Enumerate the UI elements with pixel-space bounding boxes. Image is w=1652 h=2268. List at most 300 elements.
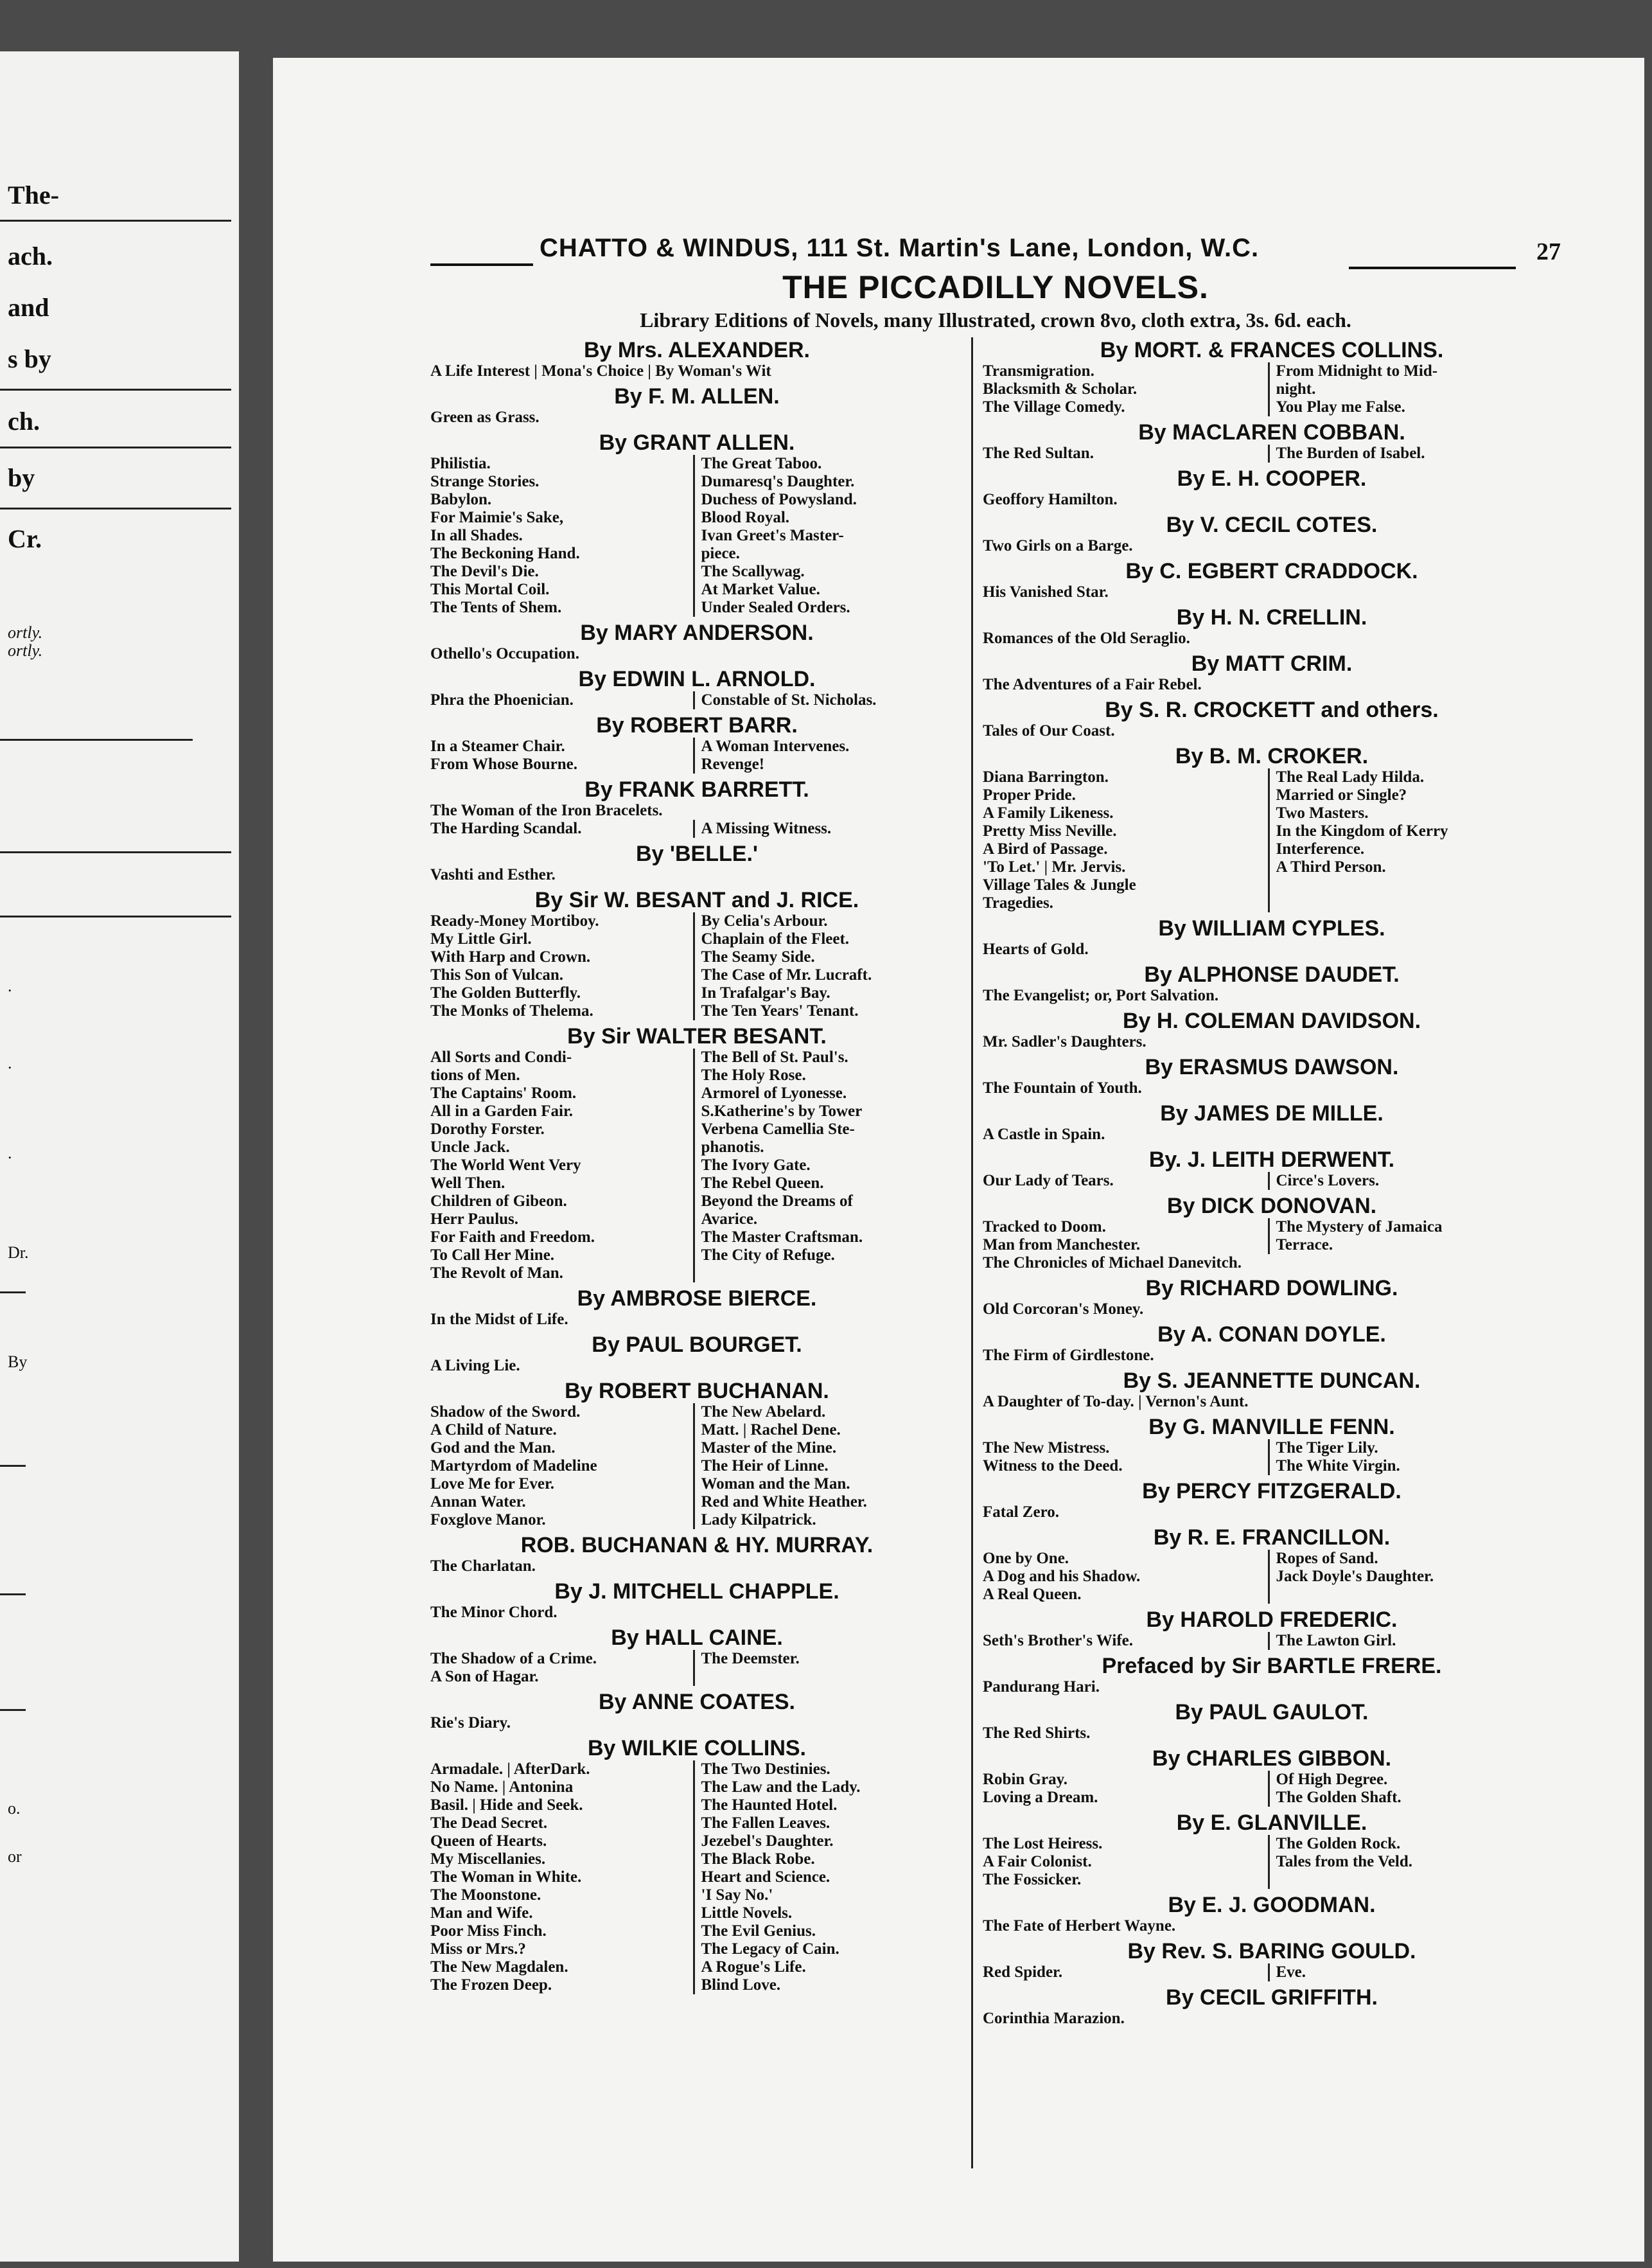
title-list (430, 362, 963, 380)
author-entry (983, 1479, 1561, 1521)
title-line: In the Midst of Life. (430, 1311, 568, 1328)
title-line: tions of Men. (430, 1067, 520, 1084)
title-list (983, 768, 1561, 912)
author-heading: By MACLAREN COBBAN. (1138, 420, 1405, 445)
divider (0, 1709, 26, 1711)
title-line: The Great Taboo. (701, 455, 822, 472)
author-heading: By CHARLES GIBBON. (1152, 1746, 1392, 1771)
title-sublist (983, 1771, 1268, 1807)
author-entry (430, 842, 963, 884)
title-line: A Bird of Passage. (983, 840, 1108, 858)
title-line: The Adventures of a Fair Rebel. (983, 676, 1202, 693)
title-line: All Sorts and Condi- (430, 1049, 572, 1066)
title-line: Martyrdom of Madeline (430, 1457, 597, 1475)
title-line: Constable of St. Nicholas. (701, 691, 877, 709)
divider (0, 508, 231, 509)
right-column (983, 334, 1561, 2028)
author-entry (430, 1379, 963, 1529)
title-line: Man and Wife. (430, 1904, 533, 1922)
title-line: Duchess of Powysland. (701, 491, 857, 508)
author-entry (983, 338, 1561, 416)
author-entry (983, 1055, 1561, 1097)
title-line: You Play me False. (1276, 398, 1405, 416)
title-line: The Harding Scandal. (430, 820, 582, 837)
title-line: Red and White Heather. (701, 1493, 867, 1511)
title-line: Heart and Science. (701, 1868, 830, 1886)
title-line: The Woman in White. (430, 1868, 582, 1886)
title-sublist (693, 912, 964, 1020)
author-heading: By ROBERT BARR. (596, 713, 798, 738)
title-line: Village Tales & Jungle (983, 876, 1136, 894)
title-line: The White Virgin. (1276, 1457, 1400, 1475)
title-line: With Harp and Crown. (430, 948, 591, 966)
title-line: Well Then. (430, 1174, 505, 1192)
title-line: By Celia's Arbour. (701, 912, 828, 930)
divider (0, 1465, 26, 1467)
title-line: No Name. | Antonina (430, 1778, 574, 1796)
title-line: A Fair Colonist. (983, 1853, 1092, 1870)
author-entry (983, 651, 1561, 694)
title-list (983, 1771, 1561, 1807)
title-line: The Beckoning Hand. (430, 545, 580, 562)
title-line: Tales from the Veld. (1276, 1853, 1413, 1870)
title-line: 'I Say No.' (701, 1886, 773, 1904)
title-line: The Chronicles of Michael Danevitch. (983, 1254, 1242, 1271)
title-line: The Golden Butterfly. (430, 984, 581, 1002)
title-line: My Little Girl. (430, 930, 532, 948)
author-entry (983, 513, 1561, 555)
title-line: Diana Barrington. (983, 768, 1109, 786)
author-entry (983, 698, 1561, 740)
title-line: The New Mistress. (983, 1439, 1110, 1457)
title-line: The Real Lady Hilda. (1276, 768, 1425, 786)
author-entry (430, 1626, 963, 1686)
title-line: Two Masters. (1276, 804, 1369, 822)
author-entry (983, 1101, 1561, 1144)
title-line: Revenge! (701, 756, 765, 773)
title-line: The Heir of Linne. (701, 1457, 829, 1475)
divider (0, 1291, 26, 1293)
title-line: The Revolt of Man. (430, 1264, 563, 1282)
author-entry (430, 1333, 963, 1375)
author-heading: By B. M. CROKER. (1175, 744, 1369, 768)
title-line: Tragedies. (983, 894, 1053, 912)
author-entry (983, 605, 1561, 648)
author-heading: By GRANT ALLEN. (599, 430, 795, 455)
author-entry (983, 962, 1561, 1005)
title-line: The Law and the Lady. (701, 1778, 861, 1796)
author-heading: By MATT CRIM. (1191, 651, 1353, 676)
title-line: Beyond the Dreams of (701, 1192, 853, 1210)
title-line: Herr Paulus. (430, 1210, 519, 1228)
facing-page-text: or (8, 1847, 22, 1866)
title-line: Married or Single? (1276, 786, 1407, 804)
divider (0, 739, 193, 741)
author-entry (983, 916, 1561, 959)
title-sublist (430, 1049, 693, 1282)
facing-page-text: Cr. (8, 524, 42, 553)
author-entry (983, 1700, 1561, 1742)
title-sublist (1268, 1439, 1561, 1475)
title-line: The Scallywag. (701, 563, 805, 580)
title-line: Master of the Mine. (701, 1439, 837, 1457)
title-line: Seth's Brother's Wife. (983, 1632, 1134, 1649)
title-line: A Son of Hagar. (430, 1668, 539, 1685)
title-line: For Maimie's Sake, (430, 509, 564, 526)
author-entry (983, 1009, 1561, 1051)
title-line: The Tents of Shem. (430, 599, 562, 616)
title-sublist (430, 1760, 693, 1994)
title-sublist (983, 445, 1268, 463)
author-entry (983, 1811, 1561, 1889)
title-sublist (1268, 768, 1561, 912)
author-heading: By EDWIN L. ARNOLD. (578, 667, 816, 691)
title-line: The Rebel Queen. (701, 1174, 824, 1192)
title-list (430, 1049, 963, 1282)
title-line: Ropes of Sand. (1276, 1550, 1378, 1567)
title-line: A Child of Nature. (430, 1421, 557, 1439)
title-line: The Monks of Thelema. (430, 1002, 593, 1020)
title-line: Annan Water. (430, 1493, 526, 1511)
title-line: Man from Manchester. (983, 1236, 1141, 1254)
title-list (983, 1963, 1561, 1981)
author-heading: By Sir WALTER BESANT. (567, 1024, 827, 1049)
title-line: night. (1276, 380, 1316, 398)
title-list (430, 1760, 963, 1994)
author-entry (983, 1369, 1561, 1411)
title-line: The Two Destinies. (701, 1760, 830, 1778)
title-sublist (983, 1218, 1268, 1254)
title-sublist (983, 1963, 1268, 1981)
title-line: The City of Refuge. (701, 1246, 835, 1264)
title-sublist (693, 1403, 964, 1529)
author-heading: By S. R. CROCKETT and others. (1105, 698, 1439, 722)
title-line: This Mortal Coil. (430, 581, 550, 598)
author-heading: By RICHARD DOWLING. (1145, 1276, 1398, 1300)
author-heading: By AMBROSE BIERCE. (577, 1286, 817, 1311)
title-line: The Fossicker. (983, 1871, 1082, 1888)
title-line: A Third Person. (1276, 858, 1386, 876)
author-entry (430, 888, 963, 1020)
title-list (430, 912, 963, 1020)
facing-page-text: o. (8, 1799, 21, 1818)
title-line: Proper Pride. (983, 786, 1076, 804)
title-list (983, 445, 1561, 463)
author-entry (983, 1893, 1561, 1935)
page-title: THE PICCADILLY NOVELS. (782, 269, 1209, 305)
title-line: A Living Lie. (430, 1357, 520, 1374)
title-line: Our Lady of Tears. (983, 1172, 1114, 1189)
title-line: Miss or Mrs.? (430, 1940, 526, 1958)
title-sublist (693, 820, 964, 838)
title-sublist (1268, 445, 1561, 463)
author-heading: By ROBERT BUCHANAN. (565, 1379, 829, 1403)
author-heading: By Mrs. ALEXANDER. (583, 338, 811, 362)
title-line: In Trafalgar's Bay. (701, 984, 830, 1002)
author-entry (430, 430, 963, 617)
header-rule (430, 263, 533, 266)
author-heading: By ANNE COATES. (598, 1690, 796, 1714)
page-content (430, 231, 1561, 2172)
column-divider (971, 337, 973, 2168)
author-entry (983, 559, 1561, 601)
title-line: Love Me for Ever. (430, 1475, 555, 1493)
page-number: 27 (1536, 238, 1561, 265)
title-line: Chaplain of the Fleet. (701, 930, 850, 948)
title-sublist (430, 738, 693, 774)
divider (0, 916, 231, 917)
title-line: The Frozen Deep. (430, 1976, 552, 1994)
author-entry (430, 621, 963, 663)
title-line: Corinthia Marazion. (983, 2010, 1125, 2027)
title-sublist (983, 362, 1268, 416)
title-sublist (430, 362, 963, 380)
title-line: A Rogue's Life. (701, 1958, 806, 1976)
author-heading: By MARY ANDERSON. (580, 621, 814, 645)
author-heading: By HAROLD FREDERIC. (1146, 1608, 1398, 1632)
title-list (983, 1550, 1561, 1604)
title-line: Shadow of the Sword. (430, 1403, 581, 1421)
title-line: A Castle in Spain. (983, 1126, 1105, 1143)
title-line: A Life Interest | Mona's Choice | By Woman's Wit (430, 362, 771, 380)
title-line: The Haunted Hotel. (701, 1796, 838, 1814)
title-sublist (1268, 1550, 1561, 1604)
title-list (983, 362, 1561, 416)
title-line: The Village Comedy. (983, 398, 1125, 416)
title-line: Transmigration. (983, 362, 1094, 380)
title-line: The Charlatan. (430, 1557, 536, 1575)
author-heading: By HALL CAINE. (611, 1626, 783, 1650)
title-line: A Dog and his Shadow. (983, 1568, 1141, 1585)
author-entry (430, 338, 963, 380)
divider (0, 220, 231, 222)
title-sublist (1268, 1172, 1561, 1190)
title-line: Romances of the Old Seraglio. (983, 630, 1190, 647)
author-entry (983, 1525, 1561, 1604)
author-entry (983, 1276, 1561, 1318)
title-line: Interference. (1276, 840, 1365, 858)
author-entry (430, 667, 963, 709)
title-line: One by One. (983, 1550, 1069, 1567)
divider (0, 389, 231, 391)
author-heading: By V. CECIL COTES. (1166, 513, 1378, 537)
author-heading: By S. JEANNETTE DUNCAN. (1123, 1369, 1421, 1393)
title-line: Blacksmith & Scholar. (983, 380, 1138, 398)
title-list (430, 738, 963, 774)
divider (0, 851, 231, 853)
title-line: Geoffory Hamilton. (983, 491, 1118, 508)
left-column (430, 334, 963, 1994)
author-entry (983, 1939, 1561, 1981)
title-line: Armadale. | AfterDark. (430, 1760, 590, 1778)
title-line: The Tiger Lily. (1276, 1439, 1378, 1457)
title-list (430, 691, 963, 709)
author-entry (430, 1736, 963, 1994)
author-heading: By E. H. COOPER. (1177, 466, 1367, 491)
title-sublist (1268, 362, 1561, 416)
title-line: Circe's Lovers. (1276, 1172, 1380, 1189)
title-line: Robin Gray. (983, 1771, 1068, 1788)
facing-page-text: By (8, 1352, 28, 1371)
author-heading: By C. EGBERT CRADDOCK. (1125, 559, 1418, 583)
author-heading: By ERASMUS DAWSON. (1145, 1055, 1399, 1079)
author-heading: By E. GLANVILLE. (1176, 1811, 1367, 1835)
facing-page-text: . (8, 1144, 12, 1162)
title-sublist (430, 691, 693, 709)
title-sublist (693, 691, 964, 709)
title-line: The Deemster. (701, 1650, 800, 1667)
title-line: The Golden Shaft. (1276, 1789, 1402, 1806)
title-line: The New Abelard. (701, 1403, 826, 1421)
title-line: The Ten Years' Tenant. (701, 1002, 859, 1020)
title-line: For Faith and Freedom. (430, 1228, 595, 1246)
author-heading: By A. CONAN DOYLE. (1157, 1322, 1386, 1347)
author-heading: By R. E. FRANCILLON. (1153, 1525, 1391, 1550)
title-line: phanotis. (701, 1138, 764, 1156)
title-line: The Devil's Die. (430, 563, 539, 580)
author-entry (983, 1746, 1561, 1807)
title-line: The Seamy Side. (701, 948, 815, 966)
page-subtitle: Library Editions of Novels, many Illustrated, crown 8vo, cloth extra, 3s. 6d. each. (640, 308, 1351, 332)
title-line: A Woman Intervenes. (701, 738, 850, 755)
title-line: My Miscellanies. (430, 1850, 546, 1868)
author-heading: ROB. BUCHANAN & HY. MURRAY. (520, 1533, 874, 1557)
author-heading: By DICK DONOVAN. (1166, 1194, 1377, 1218)
title-line: The Black Robe. (701, 1850, 815, 1868)
title-line: This Son of Vulcan. (430, 966, 564, 984)
title-line: In the Kingdom of Kerry (1276, 822, 1448, 840)
title-line: The Woman of the Iron Bracelets. (430, 802, 663, 819)
catalogue-page (273, 58, 1644, 2262)
title-line: Dumaresq's Daughter. (701, 473, 855, 490)
title-line: Queen of Hearts. (430, 1832, 547, 1850)
title-line: Tracked to Doom. (983, 1218, 1106, 1236)
title-list (983, 1439, 1561, 1475)
divider (0, 1593, 26, 1595)
title-sublist (693, 738, 964, 774)
title-line: Basil. | Hide and Seek. (430, 1796, 583, 1814)
title-sublist (1268, 1963, 1561, 1981)
title-line: The Fallen Leaves. (701, 1814, 830, 1832)
author-entry (983, 420, 1561, 463)
facing-page-text: . (8, 977, 12, 995)
title-line: A Family Likeness. (983, 804, 1114, 822)
author-heading: By WILKIE COLLINS. (588, 1736, 806, 1760)
title-line: Hearts of Gold. (983, 941, 1089, 958)
title-line: The Master Craftsman. (701, 1228, 863, 1246)
author-entry (983, 466, 1561, 509)
publisher-address: CHATTO & WINDUS, 111 St. Martin's Lane, London, W.C. (540, 234, 1260, 262)
author-entry (983, 1654, 1561, 1696)
title-line: The Dead Secret. (430, 1814, 548, 1832)
title-line: The Ivory Gate. (701, 1156, 811, 1174)
author-entry (983, 1322, 1561, 1365)
title-sublist (693, 1650, 964, 1686)
title-line: Verbena Camellia Ste- (701, 1121, 855, 1138)
author-heading: By JAMES DE MILLE. (1160, 1101, 1384, 1126)
author-heading: By MORT. & FRANCES COLLINS. (1100, 338, 1444, 362)
author-heading: By E. J. GOODMAN. (1168, 1893, 1376, 1917)
title-line: The Bell of St. Paul's. (701, 1049, 848, 1066)
title-line: S.Katherine's by Tower (701, 1103, 863, 1120)
facing-page-text: ch. (8, 407, 40, 436)
title-line: Rie's Diary. (430, 1714, 511, 1732)
title-line: The Red Shirts. (983, 1724, 1091, 1742)
title-line: Eve. (1276, 1963, 1306, 1981)
title-line: Tales of Our Coast. (983, 722, 1115, 740)
author-entry (430, 384, 963, 427)
title-line: The Fountain of Youth. (983, 1079, 1142, 1097)
title-list (430, 1403, 963, 1529)
title-list (983, 1835, 1561, 1889)
title-line: The World Went Very (430, 1156, 581, 1174)
title-line: The Moonstone. (430, 1886, 541, 1904)
title-sublist (983, 1550, 1268, 1604)
title-line: The Captains' Room. (430, 1085, 577, 1102)
title-line: Lady Kilpatrick. (701, 1511, 816, 1528)
title-line: piece. (701, 545, 740, 562)
title-line: Red Spider. (983, 1963, 1063, 1981)
title-sublist (1268, 1218, 1561, 1254)
title-line: The New Magdalen. (430, 1958, 568, 1976)
title-line: The Red Sultan. (983, 445, 1094, 462)
title-line: Mr. Sadler's Daughters. (983, 1033, 1147, 1050)
title-line: God and the Man. (430, 1439, 556, 1457)
author-heading: By F. M. ALLEN. (614, 384, 780, 409)
title-line: Jack Doyle's Daughter. (1276, 1568, 1434, 1585)
title-line: Uncle Jack. (430, 1138, 510, 1156)
title-line: The Evil Genius. (701, 1922, 816, 1940)
title-sublist (693, 1049, 964, 1282)
title-list (983, 1632, 1561, 1650)
author-heading: By FRANK BARRETT. (584, 777, 809, 802)
title-list (983, 1172, 1561, 1190)
facing-page-text: ortly. (8, 623, 43, 642)
title-line: Little Novels. (701, 1904, 793, 1922)
title-line: Babylon. (430, 491, 492, 508)
title-sublist (693, 455, 964, 617)
title-line: All in a Garden Fair. (430, 1103, 574, 1120)
author-entry (430, 1024, 963, 1282)
title-line: A Real Queen. (983, 1586, 1082, 1603)
author-heading: By 'BELLE.' (636, 842, 758, 866)
title-line: Fatal Zero. (983, 1503, 1059, 1521)
facing-page-fragment (0, 51, 239, 2262)
title-line: Philistia. (430, 455, 491, 472)
title-sublist (983, 768, 1268, 912)
title-sublist (430, 1650, 693, 1686)
author-heading: By H. COLEMAN DAVIDSON. (1122, 1009, 1421, 1033)
title-line: Woman and the Man. (701, 1475, 850, 1493)
title-line: Strange Stories. (430, 473, 540, 490)
title-line: In all Shades. (430, 527, 523, 544)
author-heading: By Sir W. BESANT and J. RICE. (534, 888, 859, 912)
author-entry (430, 1690, 963, 1732)
title-line: The Mystery of Jamaica (1276, 1218, 1443, 1236)
title-line: Pretty Miss Neville. (983, 822, 1117, 840)
author-heading: By. J. LEITH DERWENT. (1148, 1147, 1395, 1172)
author-heading: By H. N. CRELLIN. (1176, 605, 1367, 630)
title-line: Blind Love. (701, 1976, 781, 1994)
title-line: Vashti and Esther. (430, 866, 556, 883)
title-sublist (983, 1439, 1268, 1475)
author-entry (430, 1286, 963, 1329)
title-list (430, 820, 963, 838)
author-entry (983, 744, 1561, 912)
title-line: From Whose Bourne. (430, 756, 577, 773)
title-sublist (1268, 1835, 1561, 1889)
title-line: A Daughter of To-day. | Vernon's Aunt. (983, 1393, 1249, 1410)
